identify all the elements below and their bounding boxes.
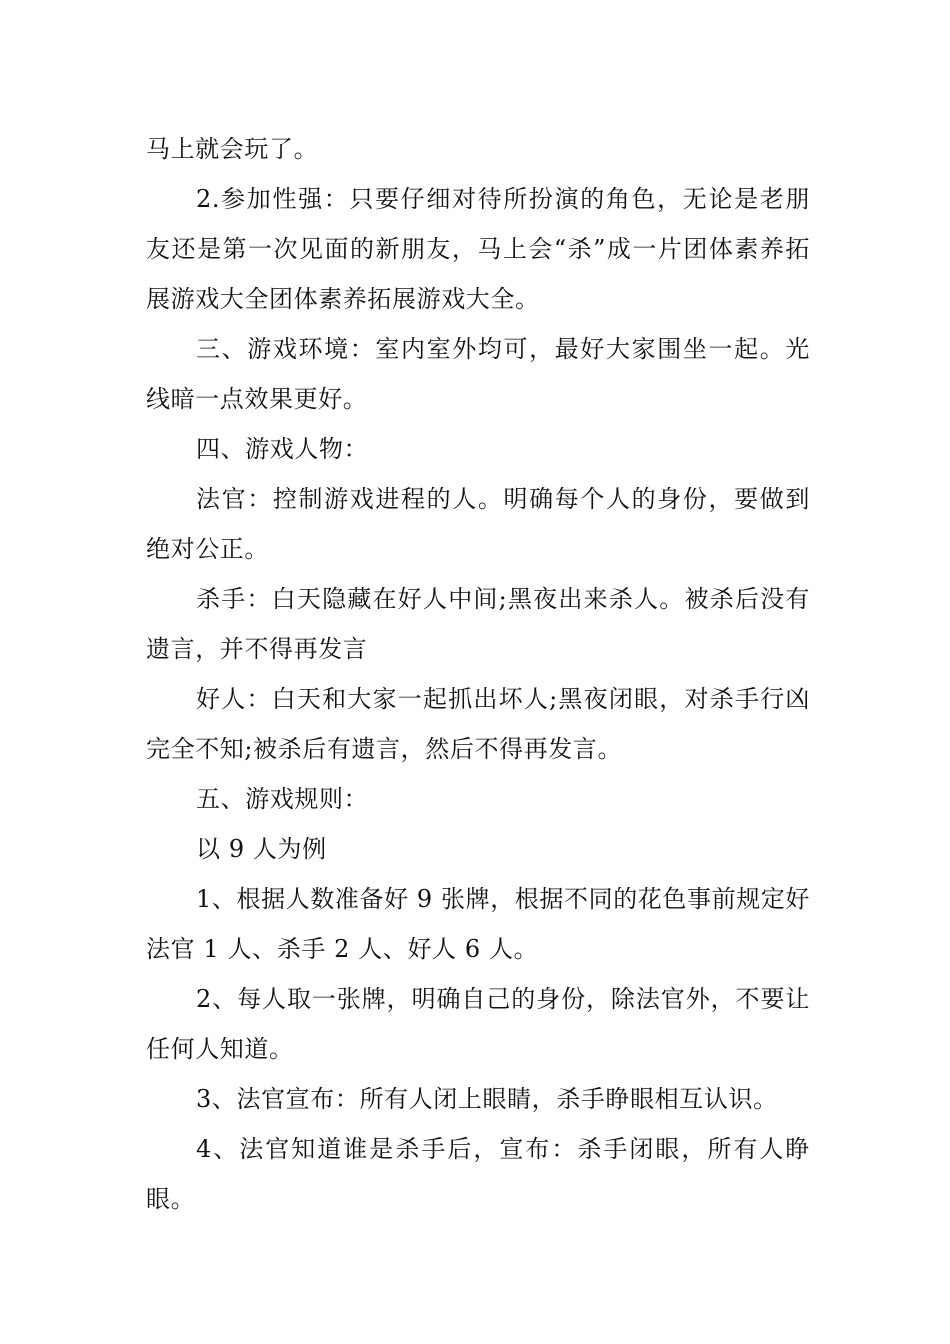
paragraph: 2、每人取一张牌，明确自己的身份，除法官外，不要让任何人知道。: [146, 985, 810, 1063]
paragraph: 2.参加性强：只要仔细对待所扮演的角色，无论是老朋友还是第一次见面的新朋友，马上会“杀”成一片团体素养拓展游戏大全团体素养拓展游戏大全。: [146, 185, 810, 313]
paragraph: 杀手：白天隐藏在好人中间;黑夜出来杀人。被杀后没有遗言，并不得再发言: [146, 585, 810, 663]
paragraph: 3、法官宣布：所有人闭上眼睛，杀手睁眼相互认识。: [196, 1085, 778, 1113]
paragraph: 以 9 人为例: [196, 835, 327, 863]
paragraph: 1、根据人数准备好 9 张牌，根据不同的花色事前规定好法官 1 人、杀手 2 人、好人 6 人。: [146, 885, 810, 963]
paragraph: 马上就会玩了。: [146, 135, 319, 163]
paragraph: 五、游戏规则：: [196, 785, 369, 813]
paragraph: 4、法官知道谁是杀手后，宣布：杀手闭眼，所有人睁眼。: [146, 1135, 810, 1213]
paragraph: 好人：白天和大家一起抓出坏人;黑夜闭眼，对杀手行凶完全不知;被杀后有遗言，然后不得再发言。: [146, 685, 810, 763]
paragraph: 三、游戏环境：室内室外均可，最好大家围坐一起。光线暗一点效果更好。: [146, 335, 810, 413]
document-body: [146, 124, 810, 1224]
paragraph: 四、游戏人物：: [196, 435, 369, 463]
paragraph: 法官：控制游戏进程的人。明确每个人的身份，要做到绝对公正。: [146, 485, 810, 563]
